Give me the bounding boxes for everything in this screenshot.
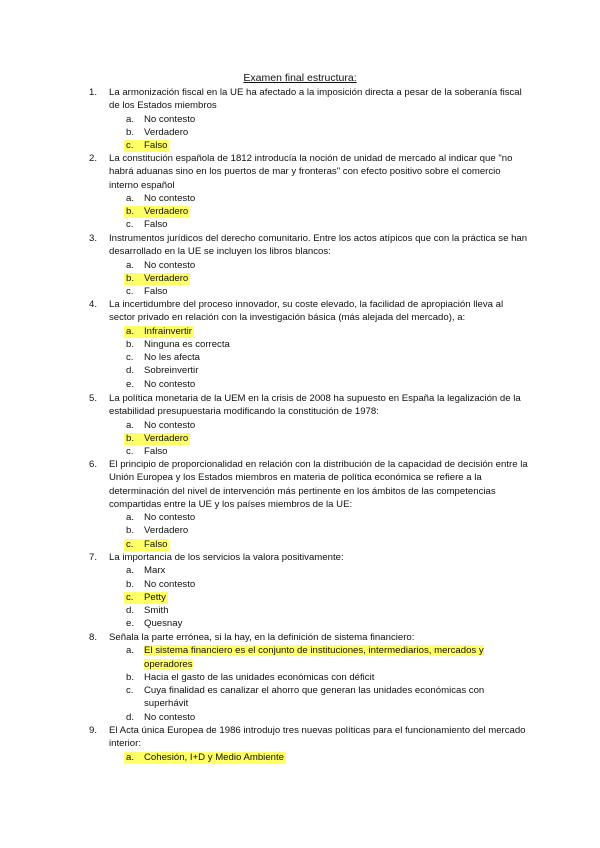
- option-label: Hacia el gasto de las unidades económicas con déficit: [144, 671, 375, 683]
- question-number: 4.: [89, 299, 98, 310]
- option-label: Falso: [144, 446, 168, 458]
- highlighted-answer: El sistema financiero es el conjunto de instituciones, intermediarios, mercados y operadores: [144, 645, 484, 670]
- option-letter: a.: [126, 113, 135, 125]
- question-9: [0, 724, 600, 764]
- option-letter: b.: [126, 432, 135, 444]
- question-1: [0, 86, 600, 152]
- page-title: Examen final estructura:: [243, 72, 357, 84]
- question-number: 3.: [89, 233, 98, 244]
- option-label: No contesto: [144, 711, 196, 723]
- answer-option: [0, 432, 600, 445]
- option-letter: b.: [126, 671, 135, 683]
- option-letter: c.: [126, 685, 134, 697]
- answer-options: [0, 419, 600, 459]
- option-letter: b.: [126, 206, 135, 218]
- question-number: 1.: [89, 87, 98, 98]
- answer-option: [0, 126, 600, 139]
- answer-options: [0, 644, 600, 724]
- option-letter: d.: [126, 605, 135, 617]
- option-label: Falso: [144, 286, 168, 298]
- question-3: [0, 232, 600, 298]
- answer-option: [0, 684, 600, 711]
- answer-option: [0, 524, 600, 537]
- answer-option: [0, 644, 600, 671]
- answer-option: [0, 113, 600, 126]
- option-letter: a.: [126, 645, 135, 657]
- option-letter: d.: [126, 365, 135, 377]
- answer-option: [0, 325, 600, 338]
- question-2: [0, 152, 600, 232]
- option-label: No contesto: [144, 378, 196, 390]
- answer-option: [0, 192, 600, 205]
- highlighted-answer: Infrainvertir: [144, 325, 192, 337]
- option-label: Falso: [144, 219, 168, 231]
- highlighted-answer: Petty: [144, 591, 166, 603]
- highlighted-answer: Verdadero: [144, 272, 189, 284]
- option-letter: a.: [126, 259, 135, 271]
- question-text: La incertidumbre del proceso innovador, su coste elevado, la facilidad de apropiación lleva al sector privado en relación con la investigación básica (más alejada del mercado), a:: [109, 299, 504, 324]
- option-label: No les afecta: [144, 352, 200, 364]
- question-number: 7.: [89, 552, 98, 563]
- answer-option: [0, 285, 600, 298]
- question-text: Señala la parte errónea, si la hay, en la definición de sistema financiero:: [109, 632, 415, 643]
- option-label: Marx: [144, 565, 166, 577]
- option-letter: d.: [126, 711, 135, 723]
- answer-option: [0, 591, 600, 604]
- option-letter: b.: [126, 272, 135, 284]
- question-text: La armonización fiscal en la UE ha afectado a la imposición directa a pesar de la soberanía fiscal de los Estados miembros: [109, 87, 522, 112]
- question-text: El principio de proporcionalidad en relación con la distribución de la capacidad de decisión entre la Unión Europea y los Estados miembros en materia de política económica se refiere a la determinación del nivel de intervención más pertinente en los ámbitos de las competencias compartidas entre la UE y los países miembros de la UE:: [109, 459, 528, 510]
- option-label: No contesto: [144, 419, 196, 431]
- option-letter: c.: [126, 538, 134, 550]
- question-number: 9.: [89, 725, 98, 736]
- answer-option: [0, 205, 600, 218]
- answer-option: [0, 259, 600, 272]
- answer-option: [0, 578, 600, 591]
- answer-options: [0, 192, 600, 232]
- option-letter: e.: [126, 378, 135, 390]
- answer-option: [0, 671, 600, 684]
- answer-option: [0, 751, 600, 764]
- question-6: [0, 458, 600, 551]
- answer-option: [0, 139, 600, 152]
- option-label: Verdadero: [144, 126, 189, 138]
- option-label: Cuya finalidad es canalizar el ahorro que generan las unidades económicas con superhávit: [144, 685, 485, 710]
- highlighted-answer: Verdadero: [144, 206, 189, 218]
- option-letter: a.: [126, 512, 135, 524]
- answer-option: [0, 538, 600, 551]
- question-text: La política monetaria de la UEM en la crisis de 2008 ha supuesto en España la legalización de la estabilidad presupuestaria modificando la constitución de 1978:: [109, 393, 521, 418]
- highlighted-answer: Cohesión, I+D y Medio Ambiente: [144, 751, 284, 763]
- option-letter: a.: [126, 325, 135, 337]
- answer-option: [0, 364, 600, 377]
- question-text: El Acta única Europea de 1986 introdujo tres nuevas políticas para el funcionamiento del mercado interior:: [109, 725, 526, 750]
- option-letter: b.: [126, 525, 135, 537]
- option-letter: b.: [126, 338, 135, 350]
- option-label: No contesto: [144, 259, 196, 271]
- option-label: Quesnay: [144, 618, 183, 630]
- question-number: 6.: [89, 459, 98, 470]
- answer-option: [0, 272, 600, 285]
- question-5: [0, 392, 600, 458]
- highlighted-answer: Verdadero: [144, 432, 189, 444]
- option-label: No contesto: [144, 192, 196, 204]
- answer-option: [0, 351, 600, 364]
- answer-options: [0, 259, 600, 299]
- option-label: Verdadero: [144, 525, 189, 537]
- option-label: Smith: [144, 605, 169, 617]
- answer-options: [0, 511, 600, 551]
- option-label: No contesto: [144, 512, 196, 524]
- answer-option: [0, 218, 600, 231]
- answer-option: [0, 564, 600, 577]
- option-label: Ninguna es correcta: [144, 338, 230, 350]
- question-number: 8.: [89, 632, 98, 643]
- option-letter: e.: [126, 618, 135, 630]
- question-text: Instrumentos jurídicos del derecho comunitario. Entre los actos atípicos que con la práctica se han desarrollado en la UE se incluyen los libros blancos:: [109, 233, 528, 258]
- question-4: [0, 298, 600, 391]
- answer-option: [0, 617, 600, 630]
- question-text: La importancia de los servicios la valora positivamente:: [109, 552, 344, 563]
- option-letter: a.: [126, 565, 135, 577]
- option-letter: c.: [126, 446, 134, 458]
- option-letter: c.: [126, 286, 134, 298]
- answer-options: [0, 564, 600, 630]
- answer-option: [0, 419, 600, 432]
- answer-option: [0, 445, 600, 458]
- question-text: La constitución española de 1812 introducía la noción de unidad de mercado al indicar que "no habrá aduanas sino en los puertos de mar y fronteras" con efecto positivo sobre el comercio interno español: [109, 153, 513, 191]
- option-letter: c.: [126, 591, 134, 603]
- question-7: [0, 551, 600, 631]
- option-letter: b.: [126, 578, 135, 590]
- answer-option: [0, 378, 600, 391]
- question-number: 2.: [89, 153, 98, 164]
- option-label: No contesto: [144, 578, 196, 590]
- answer-option: [0, 338, 600, 351]
- option-letter: a.: [126, 751, 135, 763]
- answer-option: [0, 511, 600, 524]
- answer-options: [0, 325, 600, 391]
- answer-option: [0, 604, 600, 617]
- option-label: No contesto: [144, 113, 196, 125]
- highlighted-answer: Falso: [144, 538, 168, 550]
- option-letter: a.: [126, 192, 135, 204]
- answer-options: [0, 751, 600, 764]
- answer-options: [0, 113, 600, 153]
- option-label: Sobreinvertir: [144, 365, 199, 377]
- question-8: [0, 631, 600, 724]
- option-letter: b.: [126, 126, 135, 138]
- option-letter: c.: [126, 352, 134, 364]
- question-number: 5.: [89, 393, 98, 404]
- highlighted-answer: Falso: [144, 140, 168, 152]
- option-letter: a.: [126, 419, 135, 431]
- answer-option: [0, 711, 600, 724]
- option-letter: c.: [126, 219, 134, 231]
- option-letter: c.: [126, 140, 134, 152]
